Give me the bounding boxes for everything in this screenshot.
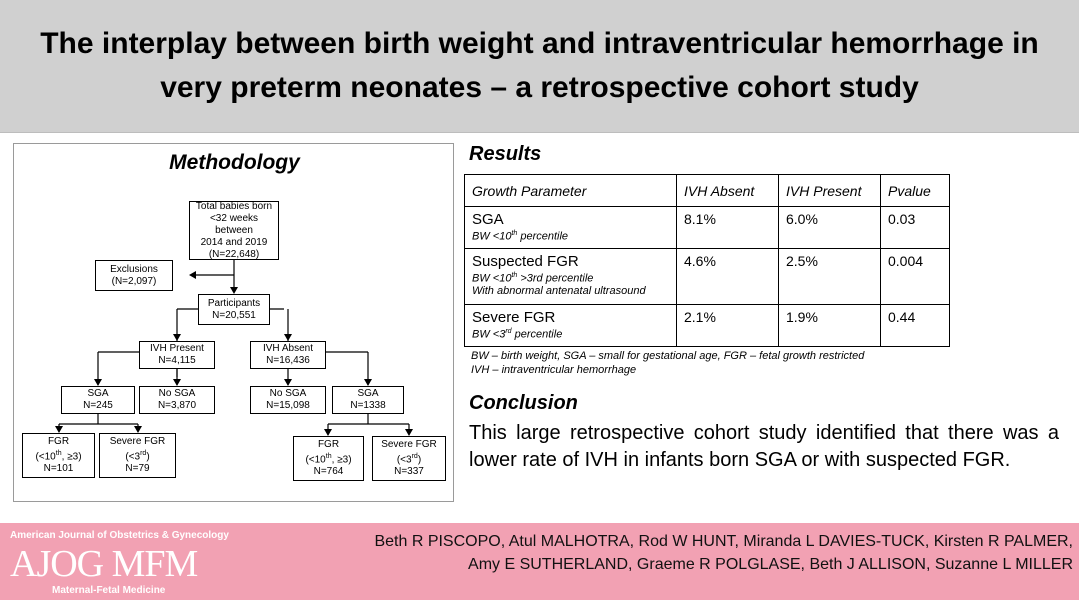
methodology-heading: Methodology [169,151,300,174]
title-bar [0,0,1079,133]
row-parameter [465,249,677,305]
fgr-absent-label: FGR [317,438,340,450]
footer-bar [0,523,1079,600]
box-total-babies [189,201,279,260]
conclusion-heading: Conclusion [469,392,578,414]
parameter-name: SGA [472,211,504,228]
conclusion-text: This large retrospective cohort study identified that there was a lower rate of IVH in infants born SGA or with suspected FGR. [469,422,1059,471]
cell-ivh-present: 6.0% [779,207,881,249]
cell-pvalue: 0.004 [881,249,950,305]
journal-logo: AJOG MFM [10,543,198,585]
sfgr-absent-range: (<3rd) [396,452,422,466]
poster-title [10,22,1070,110]
col-growth-parameter: Growth Parameter [465,175,677,207]
authors-line-1: Beth R PISCOPO, Atul MALHOTRA, Rod W HUNT, Miranda L DAVIES-TUCK, Kirsten R PALMER, [374,533,1073,550]
total-label-2: <32 weeks between [209,212,259,236]
exclusions-count: (N=2,097) [111,275,157,287]
box-fgr-ivh-present [22,433,95,478]
results-header-row [465,175,950,207]
parameter-definition-2: With abnormal antenatal ultrasound [472,284,646,297]
box-ivh-present [139,341,215,369]
box-severe-fgr-ivh-present [99,433,176,478]
table-row [465,207,950,249]
box-sga-ivh-present [61,386,135,414]
cell-ivh-absent: 4.6% [677,249,779,305]
total-label-3: 2014 and 2019 [200,236,268,248]
cell-ivh-present: 2.5% [779,249,881,305]
box-severe-fgr-ivh-absent [372,436,446,481]
total-label-1: Total babies born [195,200,273,212]
results-heading: Results [469,143,542,165]
sfgr-absent-label: Severe FGR [381,438,437,450]
box-sga-ivh-absent [332,386,404,414]
fgr-absent-count: N=764 [313,466,344,478]
title-line-2: very preterm neonates – a retrospective cohort study [160,71,919,104]
fgr-present-count: N=101 [43,463,74,475]
row-parameter [465,207,677,249]
cell-ivh-present: 1.9% [779,305,881,347]
cell-pvalue: 0.44 [881,305,950,347]
authors-line-2: Amy E SUTHERLAND, Graeme R POLGLASE, Beth J ALLISON, Suzanne L MILLER [468,556,1073,573]
nosga-present-label: No SGA [158,388,196,399]
ivh-absent-count: N=16,436 [266,355,310,366]
methodology-panel [13,143,454,502]
sfgr-absent-count: N=337 [394,466,424,478]
parameter-name: Suspected FGR [472,253,579,270]
journal-name: American Journal of Obstetrics & Gynecology [10,530,229,541]
table-row [465,249,950,305]
cell-pvalue: 0.03 [881,207,950,249]
journal-logo-subtitle: Maternal-Fetal Medicine [52,585,166,596]
parameter-definition: BW <10th percentile [472,230,569,243]
results-footnote [471,349,1071,377]
sfgr-present-range: (<3rd) [125,449,150,463]
sfgr-present-count: N=79 [125,463,150,475]
table-row [465,305,950,347]
box-nosga-ivh-present [139,386,215,414]
results-table [464,174,950,347]
exclusions-label: Exclusions [110,263,158,275]
ivh-present-count: N=4,115 [158,355,196,366]
sfgr-present-label: Severe FGR [109,435,166,447]
cell-ivh-absent: 2.1% [677,305,779,347]
ivh-absent-label: IVH Absent [262,343,314,354]
fgr-absent-range: (<10th, ≥3) [305,452,352,466]
box-participants [198,294,270,325]
cell-ivh-absent: 8.1% [677,207,779,249]
participants-label: Participants [207,297,261,309]
total-count: (N=22,648) [208,248,260,260]
author-list [273,530,1073,576]
fgr-present-range: (<10th, ≥3) [35,449,82,463]
col-ivh-present: IVH Present [779,175,881,207]
box-nosga-ivh-absent [250,386,326,414]
box-ivh-absent [250,341,326,369]
sga-present-count: N=245 [83,400,113,411]
sga-absent-count: N=1338 [350,400,386,411]
sga-present-label: SGA [87,388,109,399]
nosga-absent-count: N=15,098 [266,400,310,411]
participants-count: N=20,551 [212,309,256,321]
title-line-1: The interplay between birth weight and intraventricular hemorrhage in [40,27,1039,60]
nosga-present-count: N=3,870 [157,400,197,411]
box-fgr-ivh-absent [293,436,364,481]
footnote-abbreviations-1: BW – birth weight, SGA – small for gestational age, FGR – fetal growth restricted [471,350,865,362]
parameter-definition: BW <3rd percentile [472,328,563,341]
box-exclusions [95,260,173,291]
parameter-definition: BW <10th >3rd percentile [472,272,594,285]
col-ivh-absent: IVH Absent [677,175,779,207]
ivh-present-label: IVH Present [150,343,204,354]
sga-absent-label: SGA [357,388,379,399]
nosga-absent-label: No SGA [269,388,307,399]
footnote-abbreviations-2: IVH – intraventricular hemorrhage [471,364,637,376]
col-pvalue: Pvalue [881,175,950,207]
fgr-present-label: FGR [47,435,70,447]
row-parameter [465,305,677,347]
parameter-name: Severe FGR [472,309,556,326]
